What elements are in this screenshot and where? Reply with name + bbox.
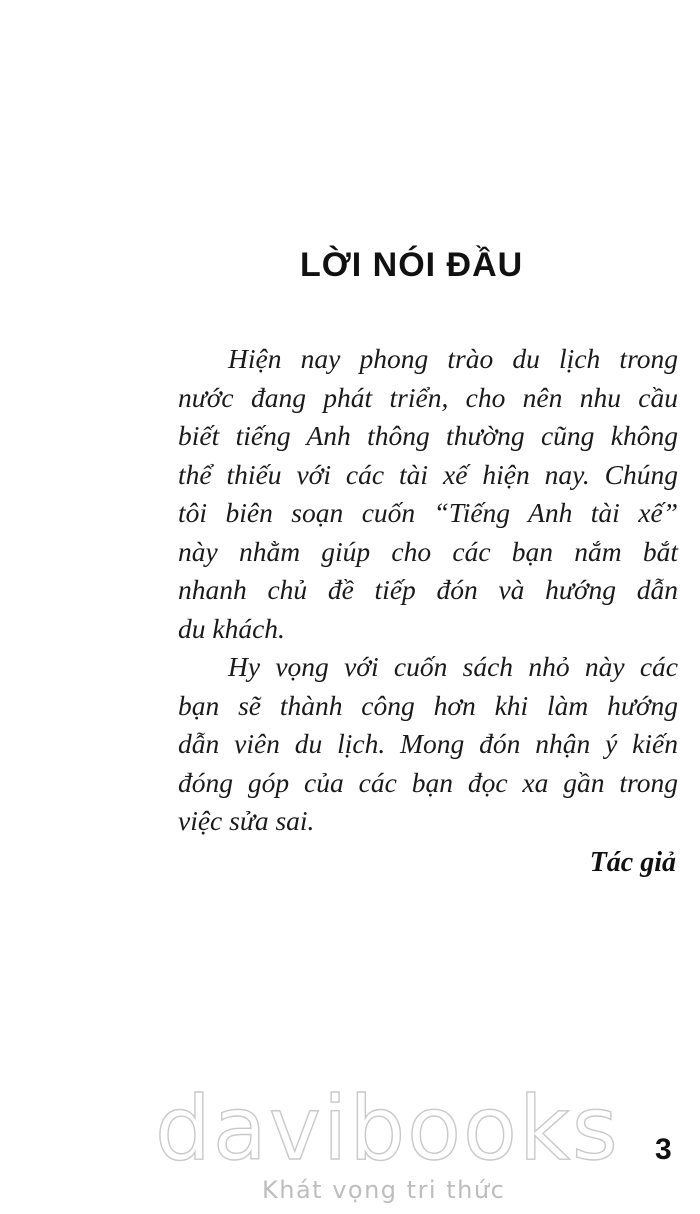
paragraph-1-line: biết tiếng Anh thông thường cũng không: [178, 420, 678, 451]
paragraph-1-line: thể thiếu với các tài xế hiện nay. Chúng: [178, 458, 678, 490]
paragraph-2-line: bạn sẽ thành công hơn khi làm hướng: [178, 689, 678, 721]
page-title: LỜI NÓI ĐẦU: [300, 246, 524, 284]
paragraph-2-line: việc sửa sai.: [178, 805, 315, 836]
watermark-tagline: Khát vọng tri thức: [262, 1176, 506, 1204]
paragraph-1-line: nhanh chủ đề tiếp đón và hướng dẫn: [178, 574, 678, 605]
paragraph-2: [178, 648, 678, 841]
paragraph-1: [178, 340, 678, 648]
paragraph-1-line: này nhằm giúp cho các bạn nắm bắt: [178, 535, 678, 567]
paragraph-1-line: du khách.: [178, 612, 285, 644]
paragraph-1-line: nước đang phát triển, cho nên nhu cầu: [178, 381, 678, 413]
paragraph-2-line: Hy vọng với cuốn sách nhỏ này các: [228, 651, 678, 682]
author-signature: Tác giả: [589, 847, 676, 878]
watermark-logo: davibooks: [155, 1077, 620, 1180]
paragraph-1-line: tôi biên soạn cuốn “Tiếng Anh tài xế”: [178, 497, 678, 528]
page-number: 3: [655, 1133, 672, 1166]
paragraph-2-line: dẫn viên du lịch. Mong đón nhận ý kiến: [178, 728, 678, 759]
paragraph-1-line: Hiện nay phong trào du lịch trong: [228, 343, 678, 374]
paragraph-2-line: đóng góp của các bạn đọc xa gần trong: [178, 766, 678, 798]
